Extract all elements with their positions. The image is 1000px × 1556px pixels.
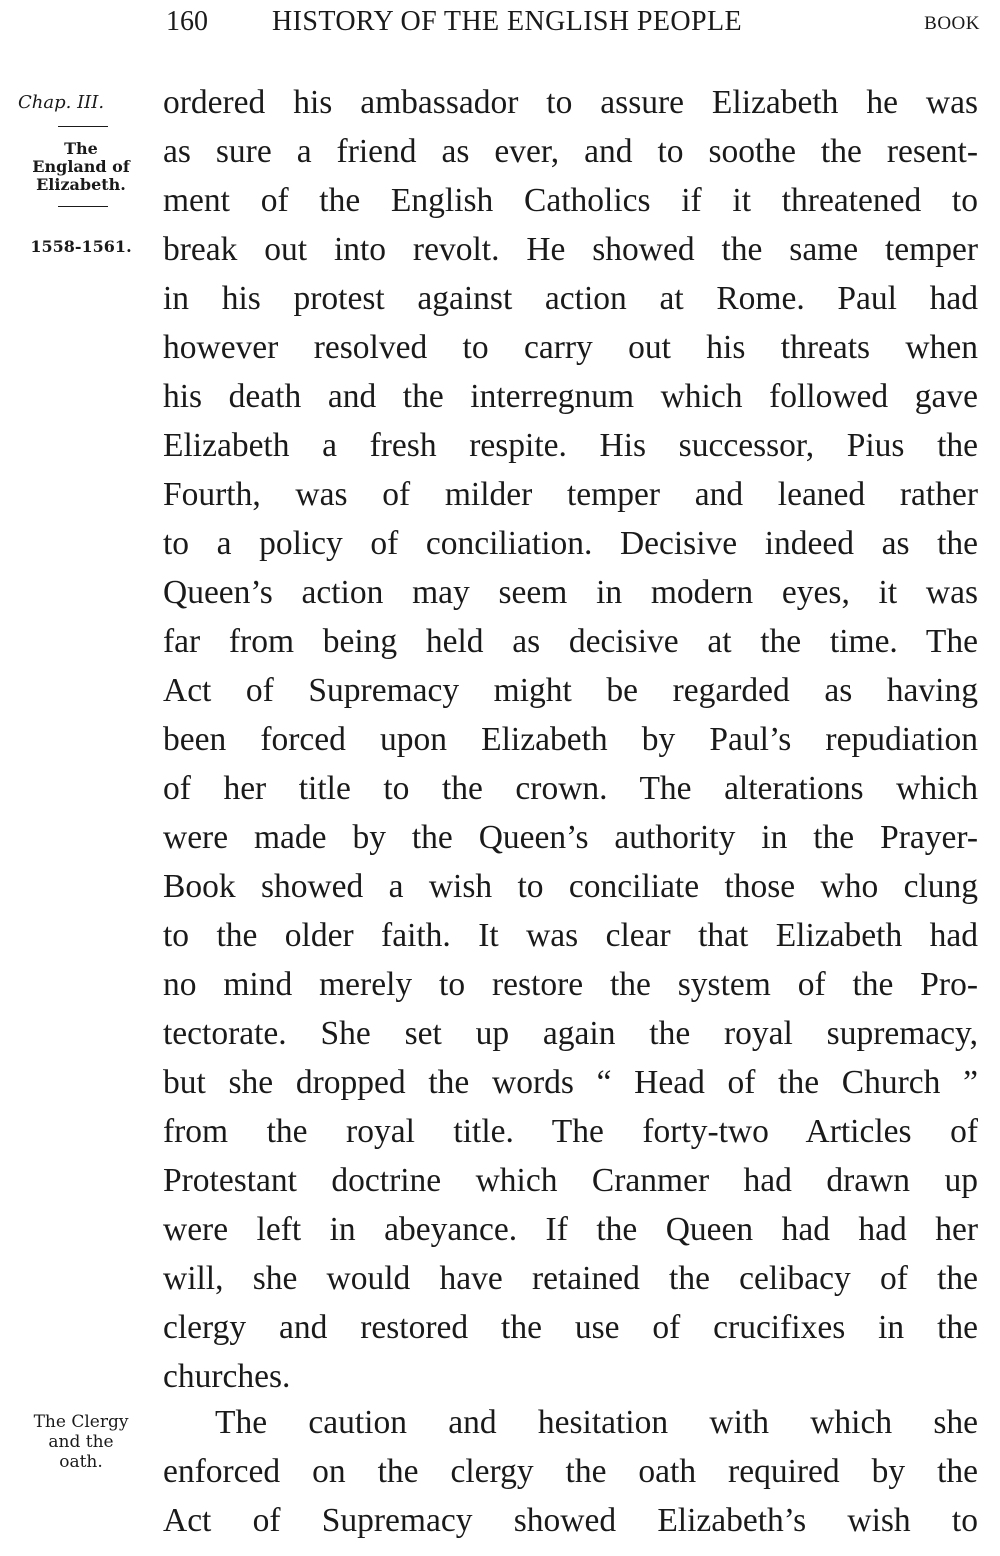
text-line: as sure a friend as ever, and to soothe the resent- xyxy=(163,133,978,170)
text-line: Fourth, was of milder temper and leaned rather xyxy=(163,476,978,513)
text-line: The caution and hesitation with which she xyxy=(215,1404,978,1441)
clergy-note-line: oath. xyxy=(59,1452,103,1472)
text-line: to the older faith. It was clear that Elizabeth had xyxy=(163,917,978,954)
page-number: 160 xyxy=(166,6,208,37)
text-line: Act of Supremacy might be regarded as having xyxy=(163,672,978,709)
text-line: no mind merely to restore the system of the Pro- xyxy=(163,966,978,1003)
text-line: Protestant doctrine which Cranmer had drawn up xyxy=(163,1162,978,1199)
text-line: been forced upon Elizabeth by Paul’s repudiation xyxy=(163,721,978,758)
text-line: enforced on the clergy the oath required by the xyxy=(163,1453,978,1490)
marginal-rule xyxy=(58,126,108,127)
text-line: Queen’s action may seem in modern eyes, it was xyxy=(163,574,978,611)
clergy-note-line: The Clergy xyxy=(33,1412,129,1432)
body-paragraph xyxy=(163,78,978,1401)
running-book-label: BOOK xyxy=(924,13,980,34)
text-line: break out into revolt. He showed the same temper xyxy=(163,231,978,268)
text-line: churches. xyxy=(163,1358,291,1395)
text-line: tectorate. She set up again the royal supremacy, xyxy=(163,1015,978,1052)
section-note-line: The xyxy=(64,139,98,158)
clergy-marginal-note xyxy=(10,1412,152,1472)
running-title: HISTORY OF THE ENGLISH PEOPLE xyxy=(272,6,743,37)
text-line: but she dropped the words “ Head of the Church ” xyxy=(163,1064,978,1101)
text-line: Book showed a wish to conciliate those who clung xyxy=(163,868,978,905)
text-line: far from being held as decisive at the time. The xyxy=(163,623,978,660)
clergy-note-line: and the xyxy=(48,1432,114,1452)
text-line: were made by the Queen’s authority in the Prayer- xyxy=(163,819,978,856)
text-line: to a policy of conciliation. Decisive indeed as the xyxy=(163,525,978,562)
text-line: Act of Supremacy showed Elizabeth’s wish to xyxy=(163,1502,978,1539)
text-line: clergy and restored the use of crucifixes in the xyxy=(163,1309,978,1346)
text-line: in his protest against action at Rome. Paul had xyxy=(163,280,978,317)
running-head xyxy=(0,6,1000,46)
text-line: will, she would have retained the celibacy of the xyxy=(163,1260,978,1297)
text-line: Elizabeth a fresh respite. His successor, Pius the xyxy=(163,427,978,464)
chapter-marginal-note: Chap. III. xyxy=(18,92,105,113)
section-note-line: England of xyxy=(32,157,130,176)
text-line: of her title to the crown. The alterations which xyxy=(163,770,978,807)
text-line: ment of the English Catholics if it threatened to xyxy=(163,182,978,219)
marginal-rule xyxy=(58,206,108,207)
body-paragraph xyxy=(163,1398,978,1545)
text-line: from the royal title. The forty-two Articles of xyxy=(163,1113,978,1150)
text-line: ordered his ambassador to assure Elizabeth he was xyxy=(163,84,978,121)
text-line: however resolved to carry out his threats when xyxy=(163,329,978,366)
text-line: his death and the interregnum which followed gave xyxy=(163,378,978,415)
section-marginal-note xyxy=(10,140,152,194)
section-note-line: Elizabeth. xyxy=(36,175,126,194)
dates-marginal-note: 1558-1561. xyxy=(30,237,132,256)
text-line: were left in abeyance. If the Queen had had her xyxy=(163,1211,978,1248)
